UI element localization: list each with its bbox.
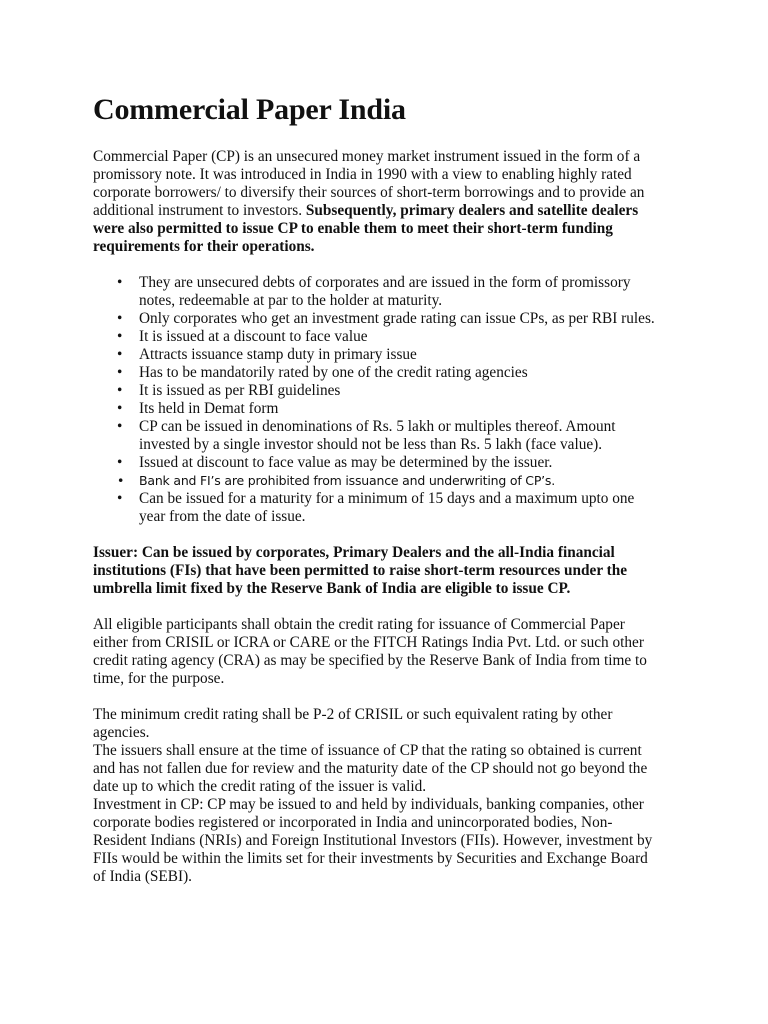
list-item: • Its held in Demat form (139, 400, 658, 418)
intro-text: Commercial Paper (CP) is an unsecured money market instrument issued in the form of a promissory note. It was introduced in India in 1990 with a view to enabling highly rated corporate borrowers/ to diversify their sources of short-term borrowings and to provide an additional instrument to investors. (93, 148, 645, 219)
min-rating-paragraph: The minimum credit rating shall be P-2 of CRISIL or such equivalent rating by other agencies. (93, 706, 613, 741)
issuer-paragraph (93, 544, 658, 598)
issuer-text: Issuer: Can be issued by corporates, Primary Dealers and the all-India financial institutions (FIs) that have been permitted to raise short-term resources under the umbrella limit fixed by the Reserve Bank of India are eligible to issue CP. (93, 544, 628, 597)
list-item: • Has to be mandatorily rated by one of the credit rating agencies (139, 364, 658, 382)
list-item: • Only corporates who get an investment grade rating can issue CPs, as per RBI rules. (139, 310, 658, 328)
list-item: • Can be issued for a maturity for a minimum of 15 days and a maximum upto one year from the date of issue. (139, 490, 658, 526)
list-item: • It is issued as per RBI guidelines (139, 382, 658, 400)
features-list (93, 274, 658, 526)
list-item: • Attracts issuance stamp duty in primary issue (139, 346, 658, 364)
list-item: • CP can be issued in denominations of Rs. 5 lakh or multiples thereof. Amount invested by a single investor should not be less than Rs. 5 lakh (face value). (139, 418, 658, 454)
eligible-paragraph: All eligible participants shall obtain the credit rating for issuance of Commercial Paper either from CRISIL or ICRA or CARE or the FITCH Ratings India Pvt. Ltd. or such other credit rating agency (CRA) as may be specified by the Reserve Bank of India from time to time, for the purpose. (93, 616, 647, 687)
document-page (93, 92, 658, 886)
list-item: • Issued at discount to face value as may be determined by the issuer. (139, 454, 658, 472)
intro-paragraph (93, 148, 658, 256)
issuers-ensure-paragraph: The issuers shall ensure at the time of issuance of CP that the rating so obtained is current and has not fallen due for review and the maturity date of the CP should not go beyond the date up to which the credit rating of the issuer is valid. (93, 742, 648, 795)
list-item: • It is issued at a discount to face value (139, 328, 658, 346)
intro-bold-text: Subsequently, primary dealers and satellite dealers were also permitted to issue CP to enable them to meet their short-term funding requirements for their operations. (93, 202, 639, 255)
investment-paragraph: Investment in CP: CP may be issued to and held by individuals, banking companies, other corporate bodies registered or incorporated in India and unincorporated bodies, Non-Resident Indians (NRIs) and Foreign Institutional Investors (FIIs). However, investment by FIIs would be within the limits set for their investments by Securities and Exchange Board of India (SEBI). (93, 796, 653, 885)
list-item: • They are unsecured debts of corporates and are issued in the form of promissory notes, redeemable at par to the holder at maturity. (139, 274, 658, 310)
list-item: • Bank and FI’s are prohibited from issuance and underwriting of CP’s. (139, 472, 658, 490)
page-title: Commercial Paper India (93, 93, 406, 126)
